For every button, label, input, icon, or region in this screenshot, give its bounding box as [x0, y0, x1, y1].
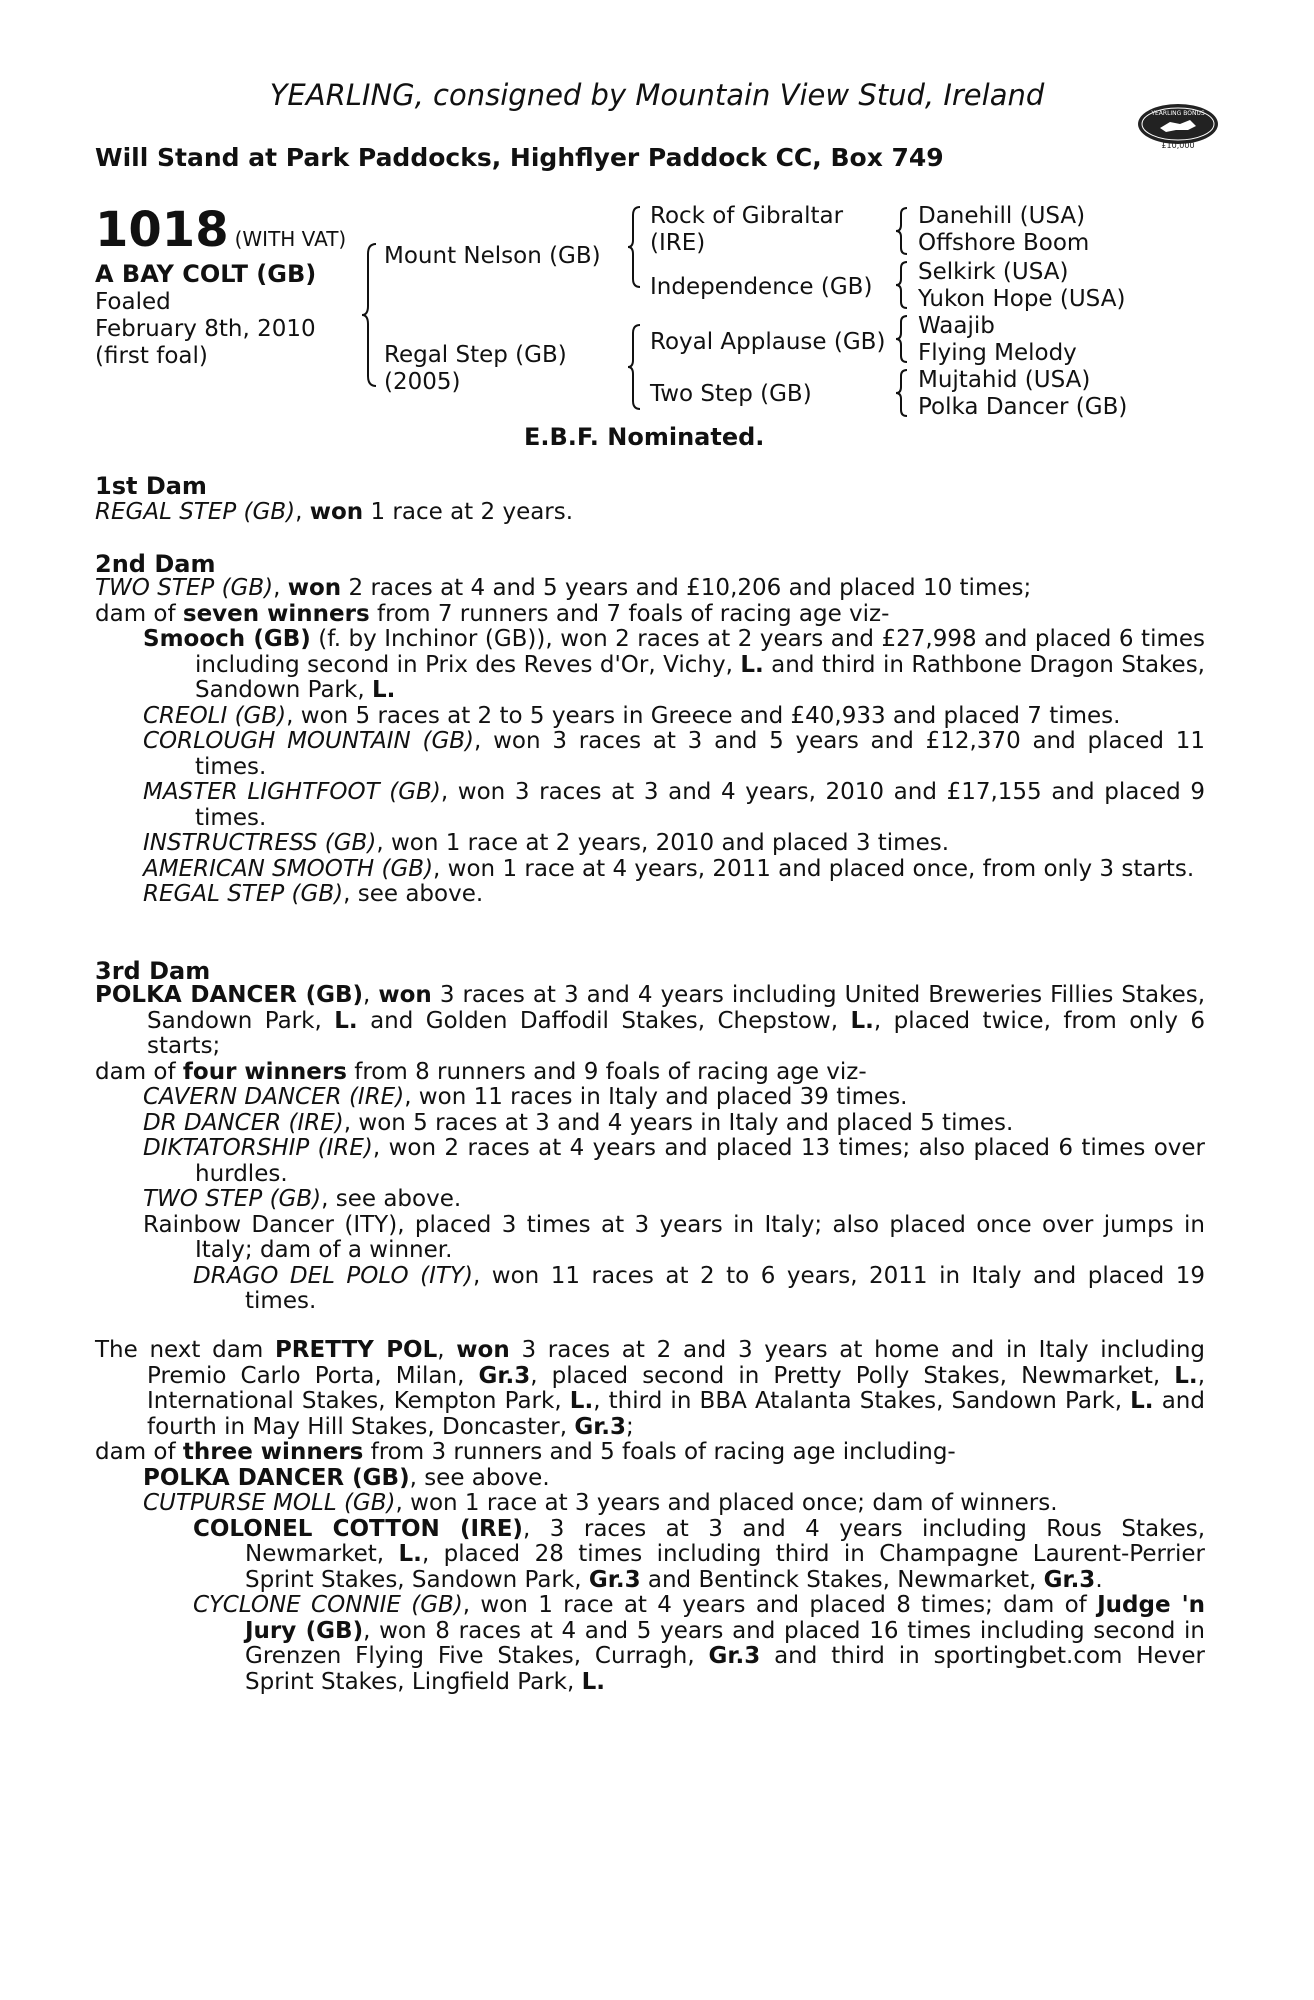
pedigree-brace-5 [895, 260, 911, 310]
g-dam-2: Yukon Hope (USA) [918, 286, 1126, 312]
g-sire-2: Selkirk (USA) [918, 259, 1069, 285]
pedigree-brace-3 [626, 322, 644, 412]
progeny-dr-dancer: DR DANCER (IRE), won 5 races at 3 and 4 years in Italy and placed 5 times. [143, 1109, 1014, 1136]
foal-note: (first foal) [95, 343, 208, 369]
foaled-label: Foaled [95, 289, 171, 315]
sire-sire: Rock of Gibraltar [650, 203, 844, 229]
dam: Regal Step (GB) [384, 342, 567, 368]
sire: Mount Nelson (GB) [384, 243, 601, 269]
sire-sire-country: (IRE) [650, 230, 706, 256]
lot-number-row [95, 202, 347, 258]
sire-dam: Independence (GB) [650, 274, 873, 300]
progeny-rainbow: Rainbow Dancer (ITY), placed 3 times at 3 years in Italy; also placed once over jumps in Italy; dam of a winner. [143, 1211, 1205, 1263]
g-sire-1: Danehill (USA) [918, 203, 1086, 229]
pedigree-brace-1 [360, 240, 380, 390]
third-dam-section: POLKA DANCER (GB), won 3 races at 3 and 4 years including United Breweries Fillies Stakes, Sandown Park, L. and Golden Daffodil Stakes, Chepstow, L., placed twice, from only 6 starts; dam of four winners from 8 runners and 9 foals of racing age viz- CAVERN DANCER (IRE), won 11 races in Italy and placed 39 times. DR DANCER (IRE), won 5 races at 3 and 4 years in Italy and placed 5 times. DIKTATORSHIP (IRE), won 2 races at 4 years and placed 13 times; also placed 6 times over hurdles. TWO STEP (GB), see above. Rainbow Dancer (ITY), placed 3 times at 3 years in Italy; also placed once over jumps in Italy; dam of a winner. DRAGO DEL POLO (ITY), won 11 races at 2 to 6 years, 2011 in Italy and placed 19 times. [95, 982, 1206, 1314]
vat-label: (WITH VAT) [234, 227, 347, 251]
progeny-smooch: Smooch (GB) (f. by Inchinor (GB)), won 2 races at 2 years and £27,998 and placed 6 times including second in Prix des Reves d'Or, Vichy, L. and third in Rathbone Dragon Stakes, Sandown Park, L. [143, 626, 1205, 703]
first-dam-text: REGAL STEP (GB), won 1 race at 2 years. [95, 499, 574, 525]
won-label: won [309, 499, 364, 525]
third-dam-heading: 3rd Dam [95, 957, 211, 985]
catalogue-header: YEARLING, consigned by Mountain View Stud, Ireland [269, 78, 1045, 112]
g-dam-3: Flying Melody [918, 340, 1077, 366]
second-dam-section: TWO STEP (GB), won 2 races at 4 and 5 years and £10,206 and placed 10 times; dam of seven winners from 7 runners and 7 foals of racing age viz- Smooch (GB) (f. by Inchinor (GB)), won 2 races at 2 years and £27,998 and placed 6 times including second in Prix des Reves d'Or, Vichy, L. and third in Rathbone Dragon Stakes, Sandown Park, L. CREOLI (GB), won 5 races at 2 to 5 years in Greece and £40,933 and placed 7 times. CORLOUGH MOUNTAIN (GB), won 3 races at 3 and 5 years and £12,370 and placed 11 times. MASTER LIGHTFOOT (GB), won 3 races at 3 and 4 years, 2010 and £17,155 and placed 9 times. INSTRUCTRESS (GB), won 1 race at 2 years, 2010 and placed 3 times. AMERICAN SMOOTH (GB), won 1 race at 4 years, 2011 and placed once, from only 3 starts. REGAL STEP (GB), see above. [95, 575, 1206, 907]
progeny-corlough: CORLOUGH MOUNTAIN (GB), won 3 races at 3 and 5 years and £12,370 and placed 11 times. [143, 728, 1206, 780]
stand-location: Will Stand at Park Paddocks, Highflyer Paddock CC, Box 749 [95, 143, 944, 172]
progeny-instructress: INSTRUCTRESS (GB), won 1 race at 2 years, 2010 and placed 3 times. [143, 830, 950, 856]
progeny-diktatorship: DIKTATORSHIP (IRE), won 2 races at 4 years and placed 13 times; also placed 6 times over hurdles. [143, 1135, 1205, 1187]
g-sire-4: Mujtahid (USA) [918, 367, 1091, 393]
foaled-date: February 8th, 2010 [95, 316, 316, 342]
first-dam-heading: 1st Dam [95, 472, 207, 500]
progeny-regal: REGAL STEP (GB), see above. [143, 881, 484, 907]
pedigree-brace-4 [895, 206, 911, 256]
lot-name: A BAY COLT (GB) [95, 260, 317, 288]
yearling-bonus-badge [1136, 98, 1220, 154]
dam-dam: Two Step (GB) [650, 381, 812, 407]
lot-number: 1018 [95, 202, 229, 258]
g-dam-4: Polka Dancer (GB) [918, 394, 1128, 420]
progeny-cavern: CAVERN DANCER (IRE), won 11 races in Italy and placed 39 times. [143, 1084, 908, 1110]
next-dam-section: The next dam PRETTY POL, won 3 races at 2 and 3 years at home and in Italy including Premio Carlo Porta, Milan, Gr.3, placed second in Pretty Polly Stakes, Newmarket, L., International Stakes, Kempton Park, L., third in BBA Atalanta Stakes, Sandown Park, L. and fourth in May Hill Stakes, Doncaster, Gr.3; dam of three winners from 3 runners and 5 foals of racing age including- POLKA DANCER (GB), see above. CUTPURSE MOLL (GB), won 1 race at 3 years and placed once; dam of winners. COLONEL COTTON (IRE), 3 races at 3 and 4 years including Rous Stakes, Newmarket, L., placed 28 times including third in Champagne Laurent-Perrier Sprint Stakes, Sandown Park, Gr.3 and Bentinck Stakes, Newmarket, Gr.3. CYCLONE CONNIE (GB), won 1 race at 4 years and placed 8 times; dam of Judge 'n Jury (GB), won 8 races at 4 and 5 years and placed 16 times including second in Grenzen Flying Five Stakes, Curragh, Gr.3 and third in sportingbet.com Hever Sprint Stakes, Lingfield Park, L. [95, 1337, 1206, 1695]
first-dam-name: REGAL STEP (GB) [95, 499, 296, 525]
g-dam-1: Offshore Boom [918, 230, 1090, 256]
progeny-creoli: CREOLI (GB), won 5 races at 2 to 5 years in Greece and £40,933 and placed 7 times. [143, 702, 1121, 729]
progeny-master: MASTER LIGHTFOOT (GB), won 3 races at 3 and 4 years, 2010 and £17,155 and placed 9 times. [143, 779, 1205, 831]
progeny-drago: DRAGO DEL POLO (ITY), won 11 races at 2 to 6 years, 2011 in Italy and placed 19 times. [193, 1262, 1205, 1314]
badge-label: YEARLING BONUS [1151, 110, 1205, 117]
pedigree-brace-7 [895, 368, 911, 418]
progeny-two-step: TWO STEP (GB), see above. [143, 1186, 462, 1212]
second-dam-name: TWO STEP (GB) [95, 575, 274, 601]
dam-sire: Royal Applause (GB) [650, 329, 886, 355]
pedigree-brace-2 [626, 204, 644, 290]
second-dam-heading: 2nd Dam [95, 550, 216, 578]
badge-amount: £10,000 [1161, 141, 1195, 150]
g-sire-3: Waajib [918, 313, 995, 339]
ebf-note: E.B.F. Nominated. [524, 423, 765, 451]
pedigree-brace-6 [895, 314, 911, 364]
progeny-american: AMERICAN SMOOTH (GB), won 1 race at 4 years, 2011 and placed once, from only 3 starts. [143, 855, 1195, 882]
dam-year: (2005) [384, 369, 461, 395]
